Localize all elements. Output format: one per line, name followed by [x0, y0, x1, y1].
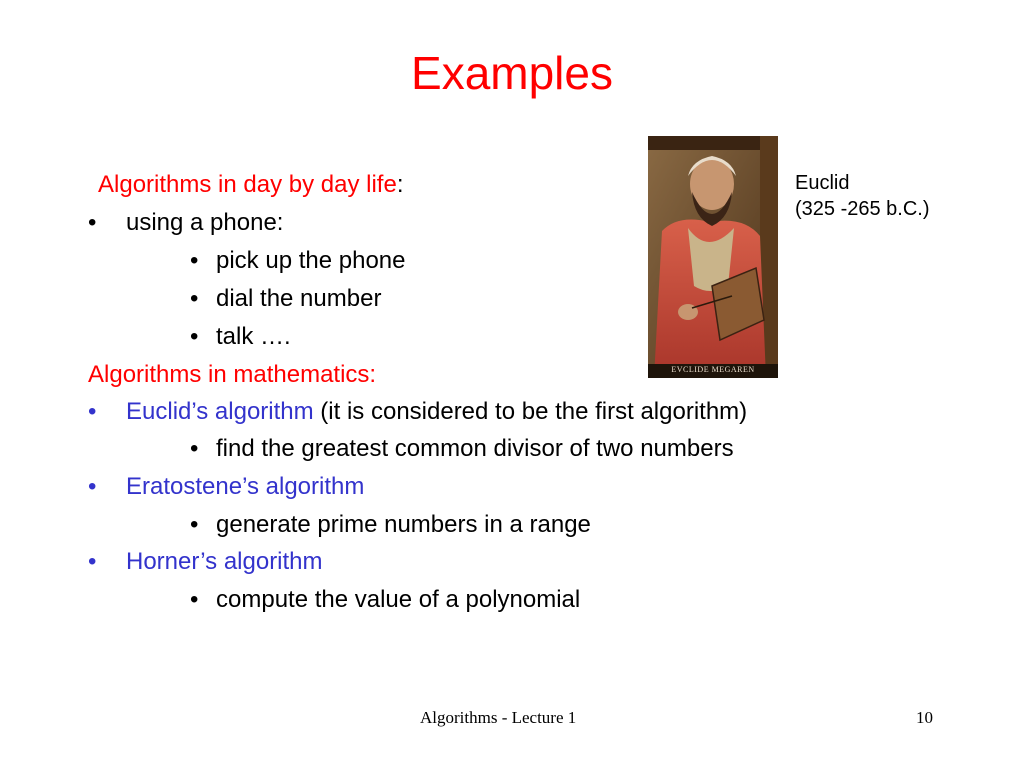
phone-item-label: using a phone: [126, 209, 284, 236]
euclid-portrait-drawing [648, 136, 778, 378]
euclid-algorithm-name: Euclid’s algorithm [126, 398, 314, 425]
bullet-marker: • [88, 548, 97, 575]
bullet-marker: • [88, 398, 97, 425]
portrait-inscription: EVCLIDE MEGAREN [671, 365, 755, 374]
phone-step-label: dial the number [216, 285, 382, 312]
euclid-algorithm-note: (it is considered to be the first algorithm) [313, 398, 748, 425]
bullet-marker: • [190, 435, 199, 462]
daily-life-label: Algorithms in day by day life [98, 171, 397, 198]
eratostene-algorithm-name: Eratostene’s algorithm [126, 473, 365, 500]
euclid-portrait [648, 136, 778, 378]
bullet-marker: • [190, 247, 199, 274]
caption-name: Euclid [795, 172, 850, 194]
bullet-marker: • [190, 586, 199, 613]
euclid-step-label: find the greatest common divisor of two numbers [216, 435, 734, 462]
section-heading-math: Algorithms in mathematics: [88, 361, 377, 388]
horner-step-label: compute the value of a polynomial [216, 586, 581, 613]
footer-page-number: 10 [916, 708, 933, 727]
daily-life-colon: : [396, 171, 404, 198]
portrait-caption [795, 170, 930, 222]
bullet-marker: • [88, 473, 97, 500]
bullet-marker: • [190, 511, 199, 538]
eratostene-step-label: generate prime numbers in a range [216, 511, 591, 538]
phone-step-label: pick up the phone [216, 247, 406, 274]
section-heading-daily [98, 170, 403, 200]
footer-course: Algorithms - Lecture 1 [420, 708, 577, 727]
bullet-marker: • [190, 323, 199, 350]
horner-algorithm-name: Horner’s algorithm [126, 548, 323, 575]
slide-title: Examples [411, 47, 613, 99]
bullet-marker: • [88, 209, 97, 236]
euclid-line [126, 397, 747, 427]
phone-step-label: talk …. [216, 323, 291, 350]
caption-dates: (325 -265 b.C.) [795, 198, 930, 220]
bullet-marker: • [190, 285, 199, 312]
